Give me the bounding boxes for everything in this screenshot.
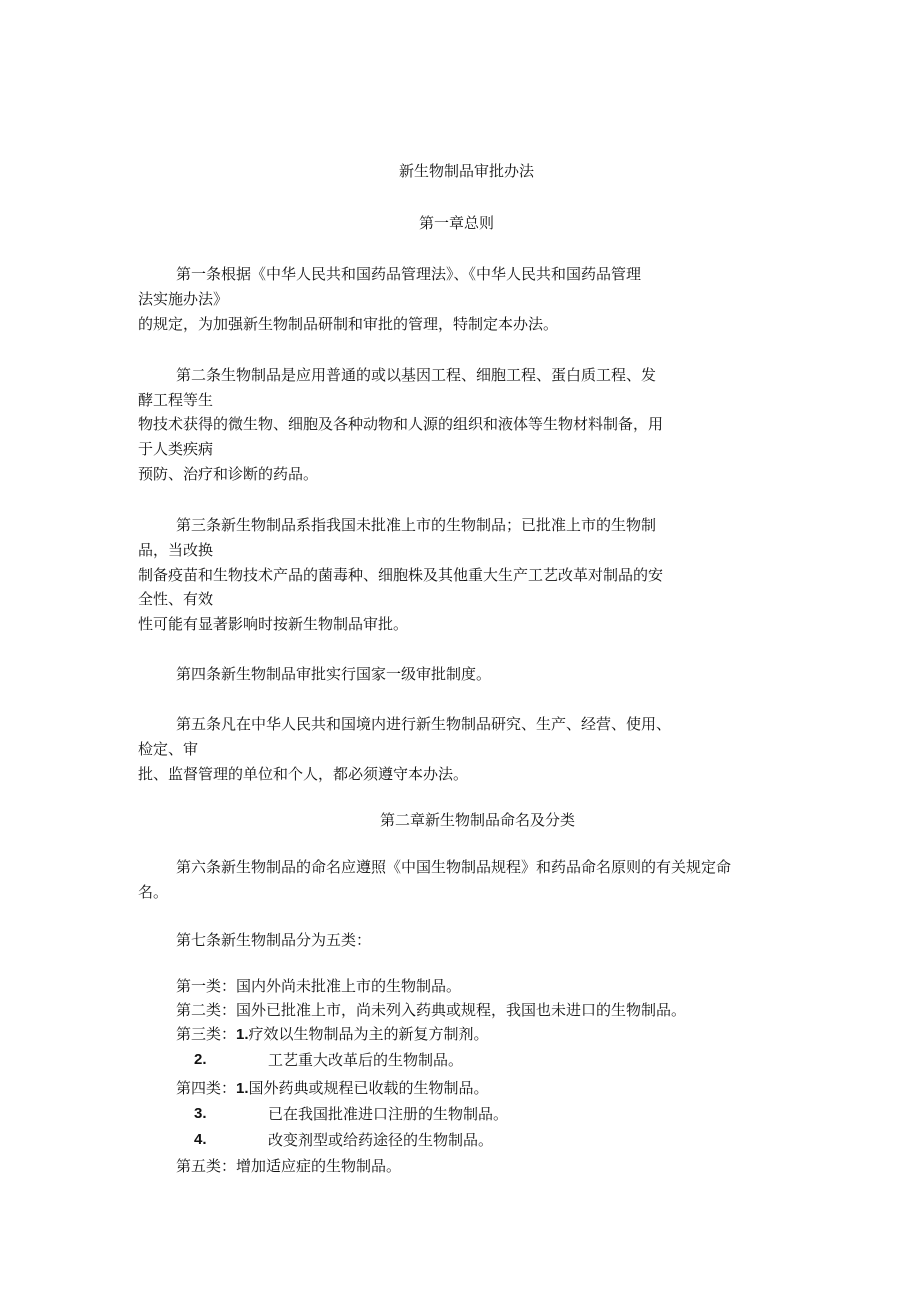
article-3-line: 全性、有效 [138,590,214,608]
category-prefix: 第三类： [176,1025,237,1043]
category-prefix: 第四类： [176,1079,237,1097]
article-1-line: 法实施办法》 [138,290,229,308]
article-1-line: 第一条根据《中华人民共和国药品管理法》、《中华人民共和国药品管理 [176,265,642,283]
article-3-line: 第三条新生物制品系指我国未批准上市的生物制品；已批准上市的生物制 [176,516,657,534]
article-4-line: 第四条新生物制品审批实行国家一级审批制度。 [176,665,492,683]
category-1: 第一类：国内外尚未批准上市的生物制品。 [176,977,462,995]
item-number: 1. [236,1026,249,1043]
category-3-item-1 [176,1024,489,1045]
article-2-line: 于人类疾病 [138,440,214,458]
article-2-line: 第二条生物制品是应用普通的或以基因工程、细胞工程、蛋白质工程、发 [176,366,657,384]
category-2: 第二类：国外已批准上市，尚未列入药典或规程，我国也未进口的生物制品。 [176,1001,687,1019]
article-3-line: 品，当改换 [138,541,214,559]
article-5-line: 批、监督管理的单位和个人，都必须遵守本办法。 [138,765,469,783]
article-5-line: 第五条凡在中华人民共和国境内进行新生物制品研究、生产、经营、使用、 [176,715,672,733]
category-4-item-4: 改变剂型或给药途径的生物制品。 [268,1131,494,1149]
article-7-line: 第七条新生物制品分为五类： [176,931,372,949]
article-5-line: 检定、审 [138,740,199,758]
category-4-item-1 [176,1078,489,1099]
item-number: 1. [236,1080,249,1097]
category-3-item-2: 工艺重大改革后的生物制品。 [268,1051,464,1069]
chapter-heading: 第二章新生物制品命名及分类 [380,811,576,829]
document-title: 新生物制品审批办法 [399,162,535,180]
item-number: 4. [194,1131,207,1148]
article-2-line: 物技术获得的微生物、细胞及各种动物和人源的组织和液体等生物材料制备，用 [138,415,664,433]
category-5: 第五类：增加适应症的生物制品。 [176,1157,402,1175]
article-3-line: 制备疫苗和生物技术产品的菌毒种、细胞株及其他重大生产工艺改革对制品的安 [138,566,664,584]
item-number: 3. [194,1105,207,1122]
article-1-line: 的规定，为加强新生物制品研制和审批的管理，特制定本办法。 [138,315,559,333]
article-2-line: 酵工程等生 [138,391,214,409]
article-2-line: 预防、治疗和诊断的药品。 [138,465,319,483]
chapter-heading: 第一章总则 [419,214,495,232]
item-number: 2. [194,1051,207,1068]
article-3-line: 性可能有显著影响时按新生物制品审批。 [138,615,409,633]
item-text: 国外药典或规程已收载的生物制品。 [248,1079,489,1097]
article-6-line: 第六条新生物制品的命名应遵照《中国生物制品规程》和药品命名原则的有关规定命 [176,858,732,876]
category-4-item-3: 已在我国批准进口注册的生物制品。 [268,1105,509,1123]
item-text: 疗效以生物制品为主的新复方制剂。 [248,1025,489,1043]
article-6-line: 名。 [138,883,169,901]
